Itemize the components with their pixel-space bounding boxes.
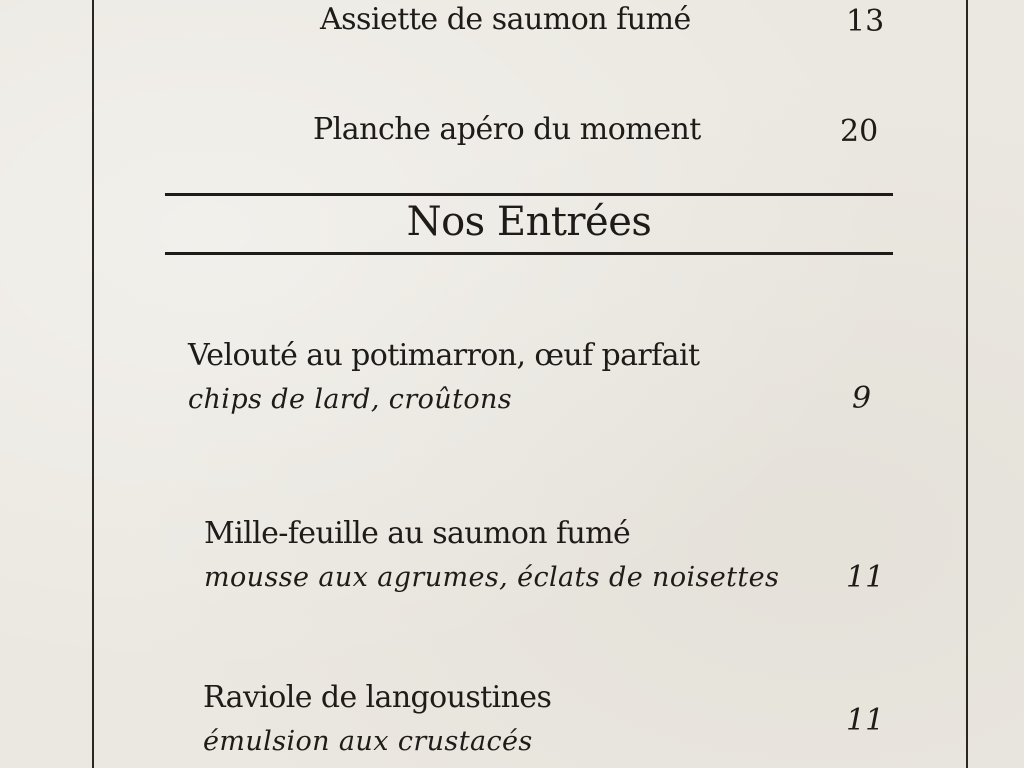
dish-description: chips de lard, croûtons [188,384,513,415]
dish-name: Velouté au potimarron, œuf parfait [188,338,700,373]
dish-price: 9 [852,381,872,416]
dish-name: Raviole de langoustines [203,680,552,715]
dish-item [188,334,699,422]
frame-border-right [966,0,968,768]
frame-border-left [92,0,94,768]
dish-description: mousse aux agrumes, éclats de noisettes [204,562,780,593]
section-rule-top [165,193,893,196]
dish-item [203,676,551,764]
dish-name: Mille-feuille au saumon fumé [204,516,631,551]
section-title: Nos Entrées [406,199,652,245]
menu-item-price: 13 [846,4,885,39]
section-rule-bottom [165,252,893,255]
menu-item-price: 20 [840,114,879,149]
menu-item-name: Planche apéro du moment [313,112,701,147]
dish-description: émulsion aux crustacés [203,726,533,757]
dish-price: 11 [846,560,885,595]
menu-item-name: Assiette de saumon fumé [320,2,691,37]
dish-item [204,512,779,600]
dish-price: 11 [846,703,885,738]
